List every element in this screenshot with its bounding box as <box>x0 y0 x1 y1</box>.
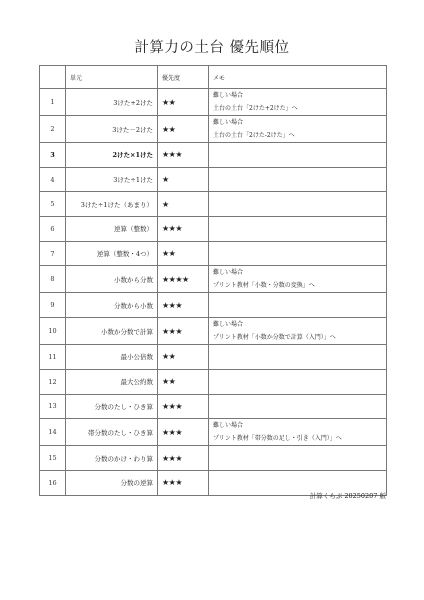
memo-line: プリント教材「帯分数の足し・引き（入門）」へ <box>213 435 342 443</box>
priority-stars: ★★★ <box>158 394 209 419</box>
row-number: 7 <box>40 241 66 266</box>
priority-stars: ★ <box>158 167 209 192</box>
table-row <box>40 167 387 192</box>
memo-cell <box>209 89 387 116</box>
table-row <box>40 89 387 116</box>
memo-cell <box>209 419 387 446</box>
row-number: 10 <box>40 318 66 345</box>
memo-line: 土台の土台「2けた-2けた」へ <box>213 132 295 139</box>
unit-name: 2けた×1けた <box>66 143 158 168</box>
priority-stars: ★★★ <box>158 293 209 318</box>
priority-stars: ★★ <box>158 345 209 370</box>
row-number: 3 <box>40 143 66 168</box>
row-number: 5 <box>40 192 66 217</box>
priority-stars: ★★★ <box>158 217 209 242</box>
unit-name: 3けた+2けた <box>66 89 158 116</box>
memo-cell <box>209 241 387 266</box>
table-row <box>40 116 387 143</box>
table-row <box>40 318 387 345</box>
memo-line: 難しい場合 <box>213 92 244 99</box>
memo-line: 難しい場合 <box>213 119 244 126</box>
priority-table <box>39 65 387 496</box>
memo-line: 難しい場合 <box>213 422 244 430</box>
header-no <box>40 66 66 89</box>
unit-name: 分数から小数 <box>66 293 158 318</box>
memo-cell <box>209 266 387 293</box>
memo-cell <box>209 369 387 394</box>
priority-stars: ★★ <box>158 369 209 394</box>
memo-cell <box>209 143 387 168</box>
table-row <box>40 241 387 266</box>
unit-name: 逆算（整数） <box>66 217 158 242</box>
unit-name: 小数か分数で計算 <box>66 318 158 345</box>
row-number: 12 <box>40 369 66 394</box>
header-unit: 単元 <box>66 66 158 89</box>
priority-stars: ★★★ <box>158 470 209 495</box>
header-memo: メモ <box>209 66 387 89</box>
table-row <box>40 293 387 318</box>
unit-name: 最大公約数 <box>66 369 158 394</box>
table-row <box>40 266 387 293</box>
unit-name: 逆算（整数・4つ） <box>66 241 158 266</box>
footer-credit: 計算くらぶ 20250207 版 <box>309 492 386 500</box>
memo-line: プリント教材「小数か分数で計算（入門）」へ <box>213 334 336 342</box>
memo-line: 土台の土台「2けた+2けた」へ <box>213 105 298 112</box>
priority-stars: ★★★★ <box>158 266 209 293</box>
table-row <box>40 217 387 242</box>
unit-name: 分数のかけ・わり算 <box>66 446 158 471</box>
row-number: 16 <box>40 470 66 495</box>
memo-cell <box>209 192 387 217</box>
table-row <box>40 419 387 446</box>
priority-stars: ★★★ <box>158 143 209 168</box>
memo-cell <box>209 293 387 318</box>
table-row <box>40 345 387 370</box>
memo-line: 難しい場合 <box>213 269 244 277</box>
unit-name: 分数の逆算 <box>66 470 158 495</box>
unit-name: 帯分数のたし・ひき算 <box>66 419 158 446</box>
unit-name: 3けた÷1けた <box>66 167 158 192</box>
priority-stars: ★★ <box>158 116 209 143</box>
row-number: 9 <box>40 293 66 318</box>
row-number: 6 <box>40 217 66 242</box>
table-header-row <box>40 66 387 89</box>
memo-cell <box>209 318 387 345</box>
unit-name: 3けた÷1けた（あまり） <box>66 192 158 217</box>
priority-stars: ★★ <box>158 89 209 116</box>
unit-name: 小数から分数 <box>66 266 158 293</box>
memo-cell <box>209 116 387 143</box>
table-row <box>40 192 387 217</box>
unit-name: 最小公倍数 <box>66 345 158 370</box>
table-row <box>40 369 387 394</box>
priority-stars: ★★★ <box>158 419 209 446</box>
memo-cell <box>209 217 387 242</box>
row-number: 1 <box>40 89 66 116</box>
memo-line: プリント教材「小数・分数の変換」へ <box>213 282 315 290</box>
memo-cell <box>209 345 387 370</box>
header-priority: 優先度 <box>158 66 209 89</box>
table-row <box>40 394 387 419</box>
row-number: 2 <box>40 116 66 143</box>
row-number: 14 <box>40 419 66 446</box>
priority-stars: ★★★ <box>158 446 209 471</box>
row-number: 13 <box>40 394 66 419</box>
priority-stars: ★★ <box>158 241 209 266</box>
priority-stars: ★ <box>158 192 209 217</box>
memo-line: 難しい場合 <box>213 321 244 329</box>
unit-name: 分数のたし・ひき算 <box>66 394 158 419</box>
row-number: 8 <box>40 266 66 293</box>
table-row <box>40 446 387 471</box>
page-title: 計算力の土台 優先順位 <box>134 40 290 56</box>
priority-stars: ★★★ <box>158 318 209 345</box>
row-number: 4 <box>40 167 66 192</box>
row-number: 15 <box>40 446 66 471</box>
unit-name: 3けた－2けた <box>66 116 158 143</box>
memo-cell <box>209 394 387 419</box>
row-number: 11 <box>40 345 66 370</box>
memo-cell <box>209 167 387 192</box>
memo-cell <box>209 446 387 471</box>
table-row <box>40 143 387 168</box>
